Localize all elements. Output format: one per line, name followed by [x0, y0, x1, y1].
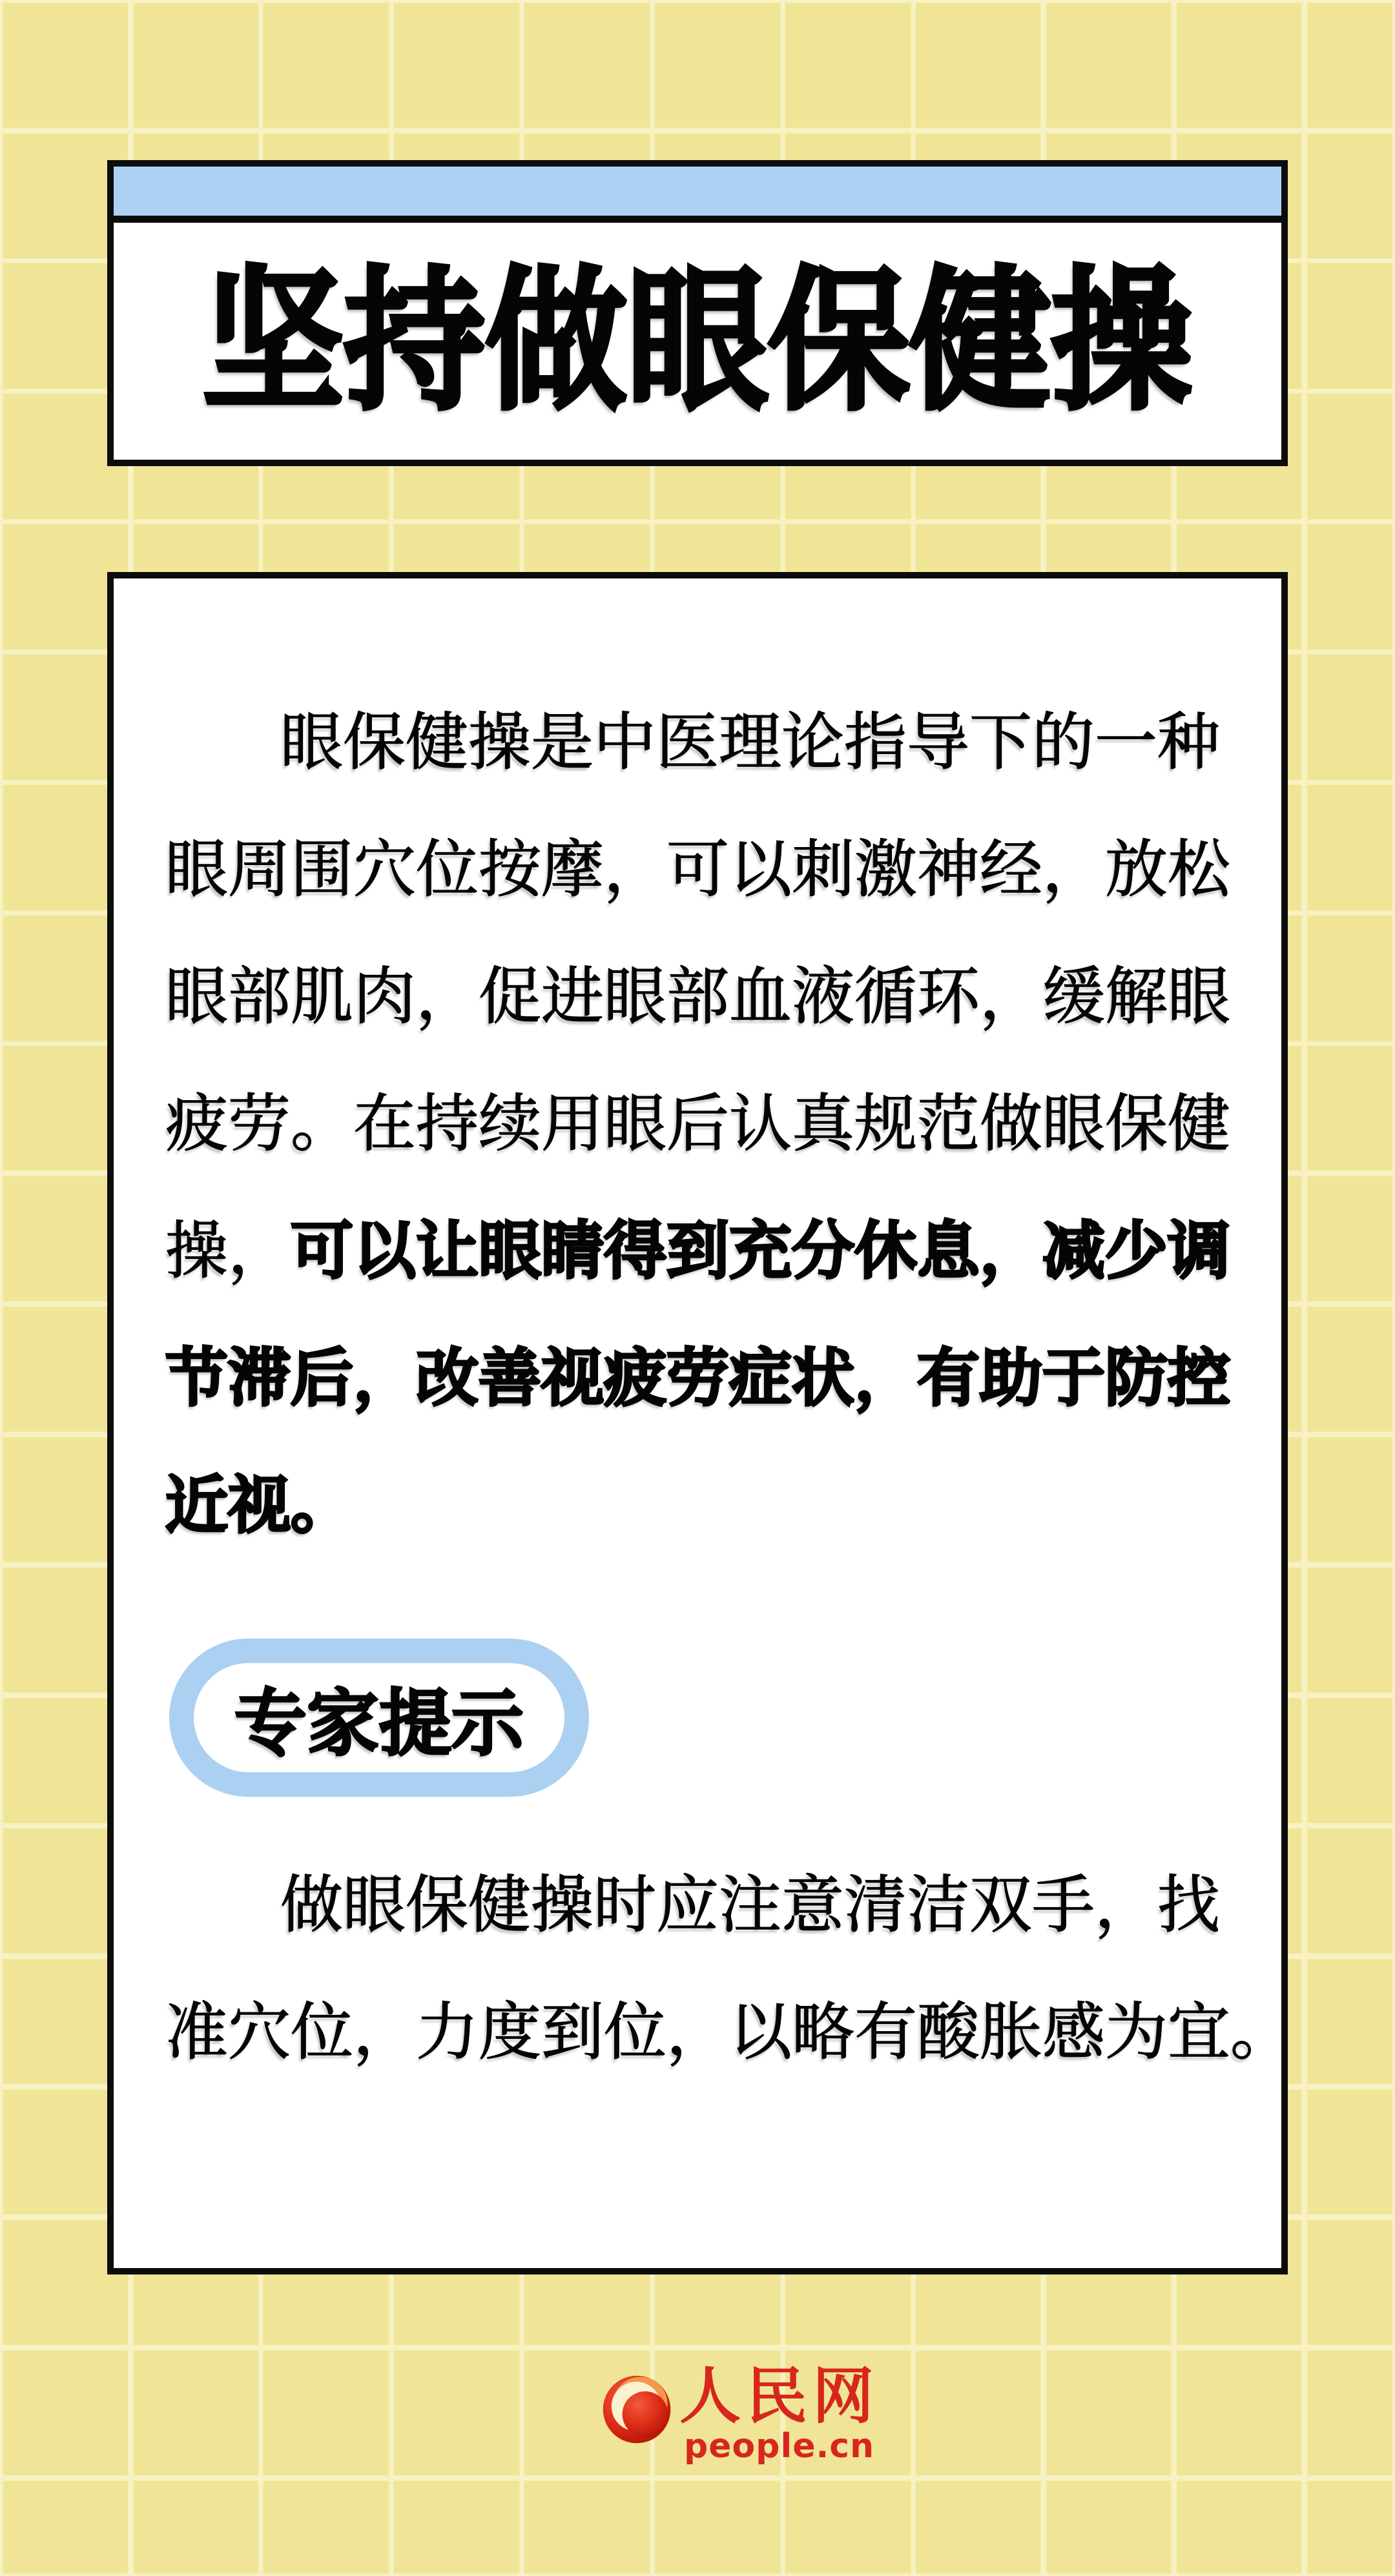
text-segment: 眼部肌肉，促进眼部血液循环，缓解眼: [165, 960, 1230, 1033]
tip-paragraph: [165, 1841, 1293, 2096]
footer-logo: [601, 2360, 880, 2466]
people-cn-logo-icon: [601, 2373, 673, 2446]
content-card: [107, 572, 1293, 2274]
bold-text-segment: 可以让眼睛得到充分休息，减少调: [291, 1214, 1230, 1287]
text-segment: 疲劳。在持续用眼后认真规范做眼保健: [165, 1087, 1230, 1160]
bold-text-segment: 近视。: [165, 1469, 353, 1542]
logo-cn-text: 人民网: [679, 2360, 880, 2432]
text-segment: 眼保健操是中医理论指导下的一种: [280, 706, 1220, 779]
text-segment: 做眼保健操时应注意清洁双手，找: [280, 1868, 1220, 1941]
text-line: [165, 806, 1236, 933]
text-line: [165, 1841, 1236, 1968]
text-segment: 眼周围穴位按摩，可以刺激神经，放松: [165, 833, 1230, 906]
logo-en-text: people.cn: [683, 2427, 875, 2466]
text-line: [165, 679, 1236, 806]
header-card: [107, 160, 1288, 466]
text-segment: 准穴位，力度到位，以略有酸胀感为宜。: [165, 1996, 1293, 2069]
text-line: [165, 933, 1236, 1060]
logo-texts: [679, 2360, 880, 2466]
expert-tip-badge: [169, 1639, 589, 1797]
expert-tip-badge-label: 专家提示: [234, 1682, 524, 1766]
header-accent-bar: [114, 167, 1281, 223]
title-area: [114, 223, 1281, 460]
poster-title: 坚持做眼保健操: [202, 250, 1193, 431]
intro-paragraph: [165, 679, 1236, 1569]
bold-text-segment: 节滞后，改善视疲劳症状，有助于防控: [165, 1342, 1230, 1415]
text-segment: 操，: [165, 1214, 291, 1287]
text-line: [165, 1060, 1236, 1187]
text-line: [165, 1968, 1293, 2096]
text-line: [165, 1314, 1236, 1442]
text-line: [165, 1442, 1236, 1569]
text-line: [165, 1187, 1236, 1314]
